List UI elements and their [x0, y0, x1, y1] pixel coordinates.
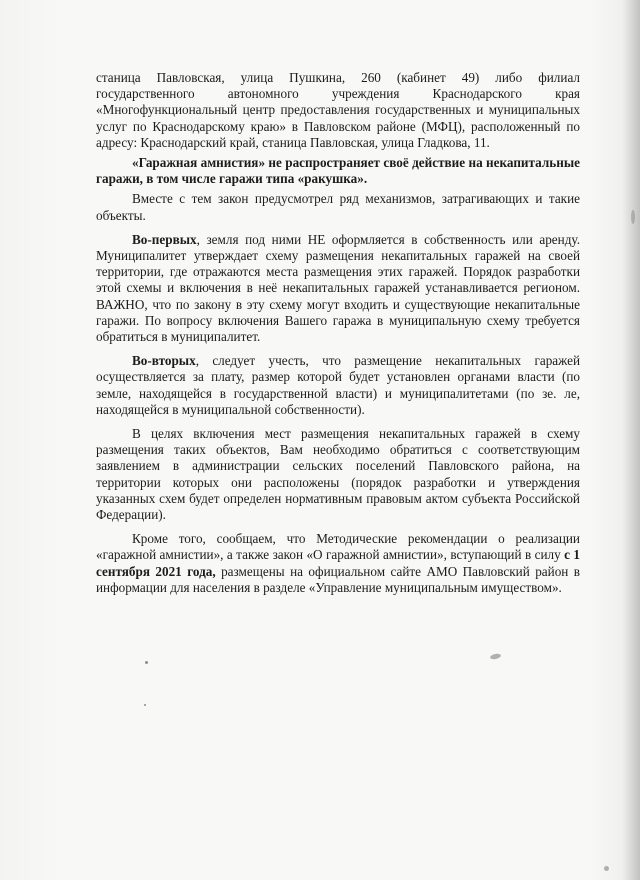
- scan-smudge-right: [490, 653, 502, 660]
- paragraph-methodical-part-1: Кроме того, сообщаем, что Методические рекомендации о реализации «гаражной амнистии», а также закон «О гаражной амнистии», вступающий в силу: [96, 531, 580, 563]
- paragraph-methodical-recommendations: [96, 531, 580, 596]
- paragraph-second: [96, 353, 580, 418]
- paragraph-garage-amnesty-note: «Гаражная амнистия» не распространяет своё действие на некапитальные гаражи, в том числе гаражи типа «ракушка».: [96, 155, 580, 187]
- paragraph-effective-date: с 1 сентября 2021 года,: [96, 547, 580, 579]
- paragraph-mechanisms: Вместе с тем закон предусмотрел ряд механизмов, затрагивающих и такие объекты.: [96, 191, 580, 223]
- paragraph-second-lead: Во-вторых: [132, 353, 196, 369]
- paragraph-first: [96, 232, 580, 345]
- scan-dot-mark-lower: [144, 704, 146, 706]
- scan-smudge-bottom-right: [604, 866, 609, 871]
- paragraph-first-lead: Во-первых: [132, 231, 197, 247]
- page-edge-shadow: [622, 0, 640, 880]
- paragraph-first-body: , земля под ними НЕ оформляется в собственность или аренду. Муниципалитет утверждает схему размещения некапитальных гаражей на своей территории, где отражаются места размещения этих гаражей. Порядок разработки этой схемы и включения в неё некапитальных гаражей устанавливается регионом. ВАЖНО, что по закону в эту схему могут входить и существующие некапитальные гаражи. По вопросу включения Вашего гаража в муниципальную схему требуется обратиться в муниципалитет.: [96, 231, 580, 345]
- paragraph-second-body: , следует учесть, что размещение некапитальных гаражей осуществляется за плату, размер которой будет установлен органами власти (по земле, находящейся в государственной власти) и муниципалитетами (по зе. ле, находящейся в муниципальной собственности).: [96, 353, 580, 417]
- document-body: [96, 70, 580, 596]
- paragraph-placement-scheme: В целях включения мест размещения некапитальных гаражей в схему размещения таких объектов, Вам необходимо обратиться с соответствующим заявлением в администрации сельских поселений Павловского района, на территории которых они расположены (порядок разработки и утверждения указанных схем будет определен нормативным правовым актом субъекта Российской Федерации).: [96, 426, 580, 523]
- paragraph-methodical-part-2: размещены на официальном сайте АМО Павловский район в информации для населения в разделе «Управление муниципальным имуществом».: [96, 563, 581, 595]
- scan-smudge-edge: [631, 210, 635, 224]
- paragraph-address: станица Павловская, улица Пушкина, 260 (кабинет 49) либо филиал государственного автономного учреждения Краснодарского края «Многофункциональный центр предоставления государственных и муниципальных услуг по Краснодарскому краю» в Павловском районе (МФЦ), расположенный по адресу: Краснодарский край, станица Павловская, улица Гладкова, 11.: [96, 70, 580, 150]
- scan-dot-mark: [145, 661, 148, 664]
